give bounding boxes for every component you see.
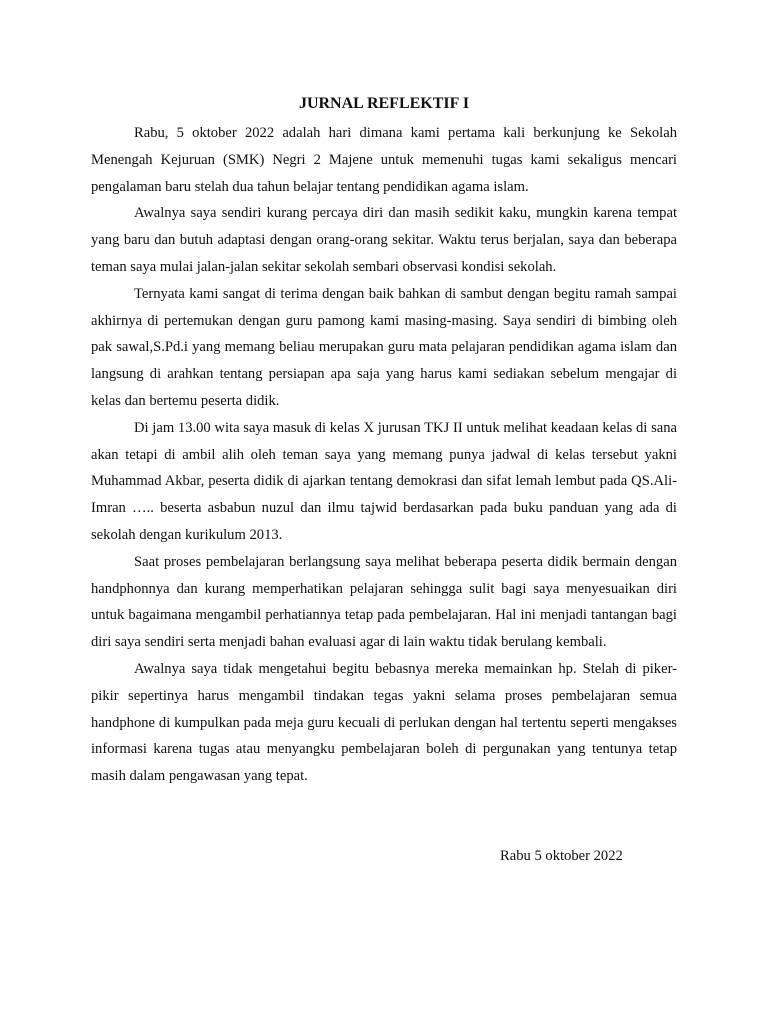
paragraph-4: Di jam 13.00 wita saya masuk di kelas X jurusan TKJ II untuk melihat keadaan kelas di sana akan tetapi di ambil alih oleh teman saya yang memang punya jadwal di kelas tersebut yakni Muhammad Akbar, peserta didik di ajarkan tentang demokrasi dan sifat lemah lembut pada QS.Ali-Imran ….. beserta asbabun nuzul dan ilmu tajwid berdasarkan pada buku panduan yang ada di sekolah dengan kurikulum 2013. xyxy=(91,419,677,543)
document-page xyxy=(91,94,677,790)
paragraph-1: Rabu, 5 oktober 2022 adalah hari dimana kami pertama kali berkunjung ke Sekolah Menengah Kejuruan (SMK) Negri 2 Majene untuk memenuhi tugas kami sekaligus mencari pengalaman baru stelah dua tahun belajar tentang pendidikan agama islam. xyxy=(91,125,677,195)
paragraph-3: Ternyata kami sangat di terima dengan baik bahkan di sambut dengan begitu ramah sampai akhirnya di pertemukan dengan guru pamong kami masing-masing. Saya sendiri di bimbing oleh pak sawal,S.Pd.i yang memang beliau merupakan guru mata pelajaran pendidikan agama islam dan langsung di arahkan tentang persiapan apa saja yang harus kami sediakan sebelum mengajar di kelas dan bertemu peserta didik. xyxy=(91,285,677,409)
signature-date: Rabu 5 oktober 2022 xyxy=(500,848,623,864)
paragraph-5: Saat proses pembelajaran berlangsung saya melihat beberapa peserta didik bermain dengan handphonnya dan kurang memperhatikan pelajaran sehingga sulit bagi saya menyesuaikan diri untuk bagaimana mengambil perhatiannya tetap pada pembelajaran. Hal ini menjadi tantangan bagi diri saya sendiri serta menjadi bahan evaluasi agar di lain waktu tidak berulang kembali. xyxy=(91,553,677,651)
document-title: JURNAL REFLEKTIF I xyxy=(298,95,470,112)
paragraph-6: Awalnya saya tidak mengetahui begitu bebasnya mereka memainkan hp. Stelah di piker-pikir sepertinya harus mengambil tindakan tegas yakni selama proses pembelajaran semua handphone di kumpulkan pada meja guru kecuali di perlukan dengan hal tertentu seperti mengakses informasi karena tugas atau menyangku pembelajaran boleh di pergunakan yang tentunya tetap masih dalam pengawasan yang tepat. xyxy=(91,660,677,785)
paragraph-2: Awalnya saya sendiri kurang percaya diri dan masih sedikit kaku, mungkin karena tempat yang baru dan butuh adaptasi dengan orang-orang sekitar. Waktu terus berjalan, saya dan beberapa teman saya mulai jalan-jalan sekitar sekolah sembari observasi kondisi sekolah. xyxy=(91,205,677,275)
